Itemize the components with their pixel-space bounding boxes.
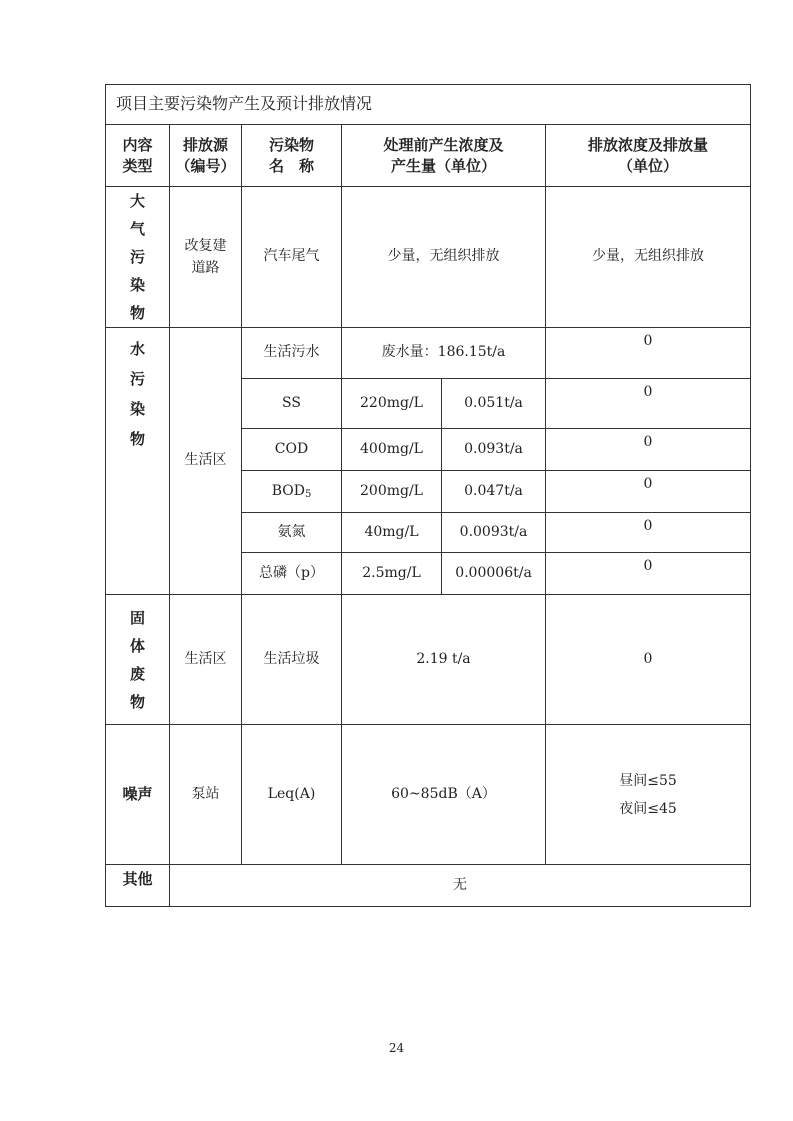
solid-after: 0 <box>546 595 751 725</box>
water-after-3: 0 <box>546 429 751 471</box>
air-source-label: 改复建道路 <box>184 238 227 276</box>
water-after-4: 0 <box>546 471 751 513</box>
air-after: 少量，无组织排放 <box>546 187 751 328</box>
other-row <box>106 865 751 907</box>
water-pollutant-4-sub: 5 <box>304 488 312 500</box>
noise-source: 泵站 <box>170 725 242 865</box>
solid-category <box>106 595 170 725</box>
water-pollutant-5: 氨氮 <box>242 513 342 553</box>
solid-pollutant: 生活垃圾 <box>242 595 342 725</box>
water-pollutant-6: 总磷（p） <box>242 553 342 595</box>
air-category-label: 大气污染物 <box>130 192 146 322</box>
table-title: 项目主要污染物产生及预计排放情况 <box>106 85 751 125</box>
noise-row <box>106 725 751 865</box>
header-after-line-1: 排放浓度及排放量 <box>588 135 709 154</box>
water-amount-4: 0.047t/a <box>442 471 546 513</box>
header-type-line-2: 类型 <box>122 156 153 175</box>
water-amount-5: 0.0093t/a <box>442 513 546 553</box>
water-pollutant-1: 生活污水 <box>242 328 342 379</box>
header-source <box>170 125 242 187</box>
water-pollutant-3: COD <box>242 429 342 471</box>
water-row-1 <box>106 328 751 379</box>
header-row <box>106 125 751 187</box>
solid-row <box>106 595 751 725</box>
noise-category: 噪声 <box>106 725 170 865</box>
other-category: 其他 <box>106 865 170 907</box>
solid-source: 生活区 <box>170 595 242 725</box>
water-concentration-5: 40mg/L <box>342 513 442 553</box>
water-pollutant-4-main: BOD <box>271 482 305 499</box>
noise-after-night: 夜间≤45 <box>619 800 677 817</box>
header-type-line-1: 内容 <box>122 135 153 154</box>
water-after-6: 0 <box>546 553 751 595</box>
page-number: 24 <box>388 1041 405 1055</box>
noise-pollutant: Leq(A) <box>242 725 342 865</box>
header-before-line-1: 处理前产生浓度及 <box>383 135 504 154</box>
water-concentration-2: 220mg/L <box>342 379 442 429</box>
air-source <box>170 187 242 328</box>
water-before-1: 废水量：186.15t/a <box>342 328 546 379</box>
other-value: 无 <box>170 865 751 907</box>
header-before-line-2: 产生量（单位） <box>390 156 496 175</box>
air-category <box>106 187 170 328</box>
noise-after <box>546 725 751 865</box>
solid-category-label: 固体废物 <box>130 608 146 711</box>
air-pollutant: 汽车尾气 <box>242 187 342 328</box>
header-pollutant <box>242 125 342 187</box>
header-pollutant-line-1: 污染物 <box>268 135 314 154</box>
water-after-2: 0 <box>546 379 751 429</box>
water-amount-6: 0.00006t/a <box>442 553 546 595</box>
header-pollutant-line-2: 名 称 <box>268 156 314 175</box>
water-amount-3: 0.093t/a <box>442 429 546 471</box>
water-after-5: 0 <box>546 513 751 553</box>
water-source: 生活区 <box>170 328 242 595</box>
pollutant-table <box>105 84 751 907</box>
solid-before: 2.19 t/a <box>342 595 546 725</box>
air-before: 少量，无组织排放 <box>342 187 546 328</box>
water-after-1: 0 <box>546 328 751 379</box>
water-concentration-4: 200mg/L <box>342 471 442 513</box>
water-pollutant-2: SS <box>242 379 342 429</box>
air-row <box>106 187 751 328</box>
water-category <box>106 328 170 595</box>
header-source-line-1: 排放源 <box>182 135 228 154</box>
water-amount-2: 0.051t/a <box>442 379 546 429</box>
header-source-line-2: （编号） <box>175 156 236 175</box>
water-concentration-6: 2.5mg/L <box>342 553 442 595</box>
header-before <box>342 125 546 187</box>
water-category-label: 水污染物 <box>130 340 146 448</box>
header-after <box>546 125 751 187</box>
water-pollutant-4 <box>242 471 342 513</box>
title-row <box>106 85 751 125</box>
water-concentration-3: 400mg/L <box>342 429 442 471</box>
header-after-line-2: （单位） <box>618 156 679 175</box>
header-type <box>106 125 170 187</box>
noise-before: 60~85dB（A） <box>342 725 546 865</box>
noise-after-day: 昼间≤55 <box>619 772 677 789</box>
